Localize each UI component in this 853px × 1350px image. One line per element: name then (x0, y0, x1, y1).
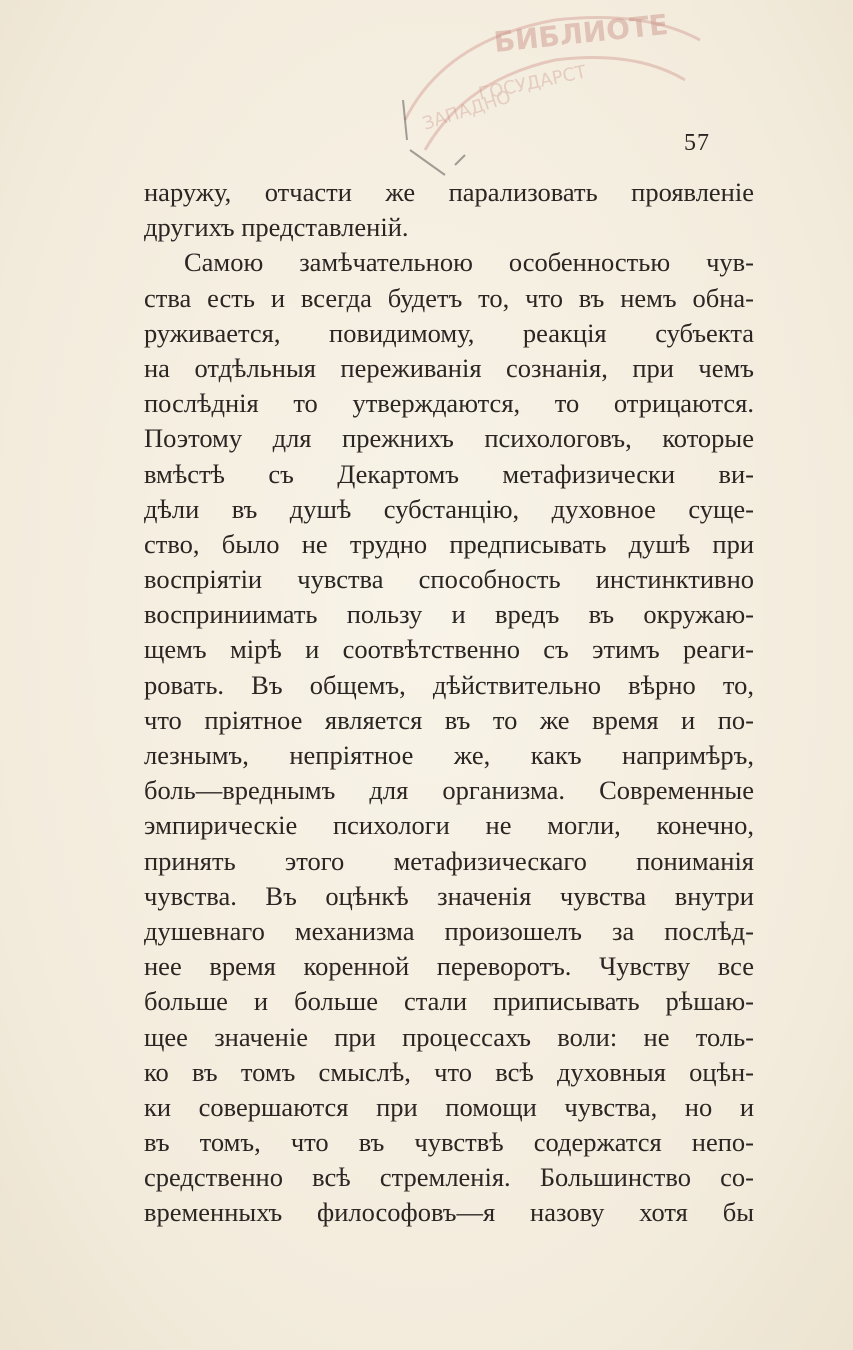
text-line: другихъ представленій. (144, 212, 409, 243)
text-line: Поэтому для прежнихъ психологовъ, которые (144, 423, 754, 454)
text-line: чувства. Въ оцѣнкѣ значенія чувства внутри (144, 880, 754, 911)
svg-text:ЗАПАДНО: ЗАПАДНО (420, 86, 514, 135)
text-line: лезнымъ, непріятное же, какъ напримѣръ, (144, 740, 754, 770)
text-line: ства есть и всегда будетъ то, что въ немъ обна- (144, 282, 754, 313)
text-line: ки совершаются при помощи чувства, но и (144, 1091, 754, 1122)
text-line: ко въ томъ смыслѣ, что всѣ духовныя оцѣн- (144, 1056, 754, 1087)
text-line: ровать. Въ общемъ, дѣйствительно вѣрно то, (144, 669, 754, 700)
text-line: на отдѣльныя переживанія сознанія, при чемъ (144, 352, 754, 383)
text-line: нее время коренной переворотъ. Чувству все (144, 951, 754, 982)
text-line: щемъ мірѣ и соотвѣтственно съ этимъ реаги- (144, 634, 754, 665)
body-text (144, 175, 754, 1231)
text-line: воспріятіи чувства способность инстинктивно (144, 564, 754, 595)
text-line: принять этого метафизическаго пониманія (144, 845, 754, 876)
text-line: щее значеніе при процессахъ воли: не толь- (144, 1021, 754, 1052)
paragraph-start-line: Самою замѣчательною особенностью чув- (184, 247, 754, 278)
text-line: средственно всѣ стремленія. Большинство со- (144, 1162, 754, 1193)
text-line: что пріятное является въ то же время и по- (144, 704, 754, 735)
text-line: въ томъ, что въ чувствѣ содержатся непо- (144, 1127, 754, 1158)
page-number: 57 (684, 130, 710, 156)
text-line: эмпирическіе психологи не могли, конечно, (144, 810, 754, 841)
text-line: временныхъ философовъ—я назову хотя бы (144, 1197, 754, 1228)
library-stamp (385, 0, 715, 190)
text-line: душевнаго механизма произошелъ за послѣд- (144, 915, 754, 946)
text-line: наружу, отчасти же парализовать проявленіе (144, 177, 754, 207)
text-line: послѣднія то утверждаются, то отрицаются. (144, 388, 754, 419)
text-line: дѣли въ душѣ субстанцію, духовное суще- (144, 493, 754, 524)
text-line: больше и больше стали приписывать рѣшаю- (144, 986, 754, 1017)
text-line: ство, было не трудно предписывать душѣ при (144, 528, 754, 559)
text-line: руживается, повидимому, реакція субъекта (144, 317, 754, 348)
svg-text:ГОСУДАРСТ: ГОСУДАРСТ (476, 61, 589, 105)
text-line: боль—вреднымъ для организма. Современные (144, 775, 754, 806)
text-line: вмѣстѣ съ Декартомъ метафизически ви- (144, 458, 754, 489)
text-line: восприниимать пользу и вредъ въ окружаю- (144, 599, 754, 630)
svg-text:БИБЛИОТЕ: БИБЛИОТЕ (492, 7, 670, 59)
